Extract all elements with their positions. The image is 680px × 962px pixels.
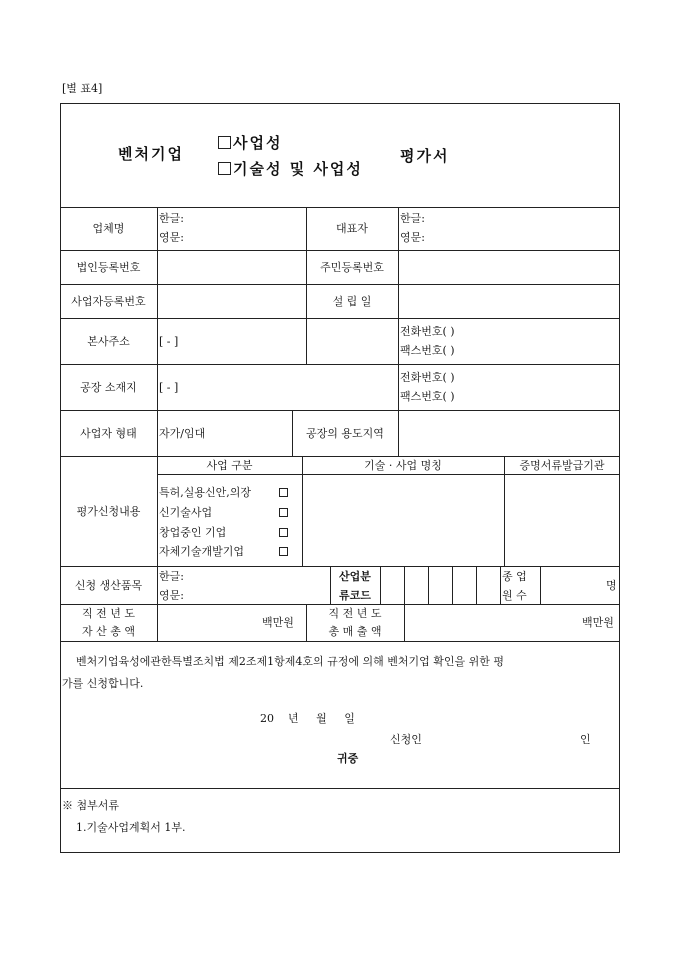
ceo-label: 대표자 (336, 222, 368, 235)
ceo-kor[interactable]: 한글: (400, 212, 425, 225)
product-label: 신청 생산품목 (74, 579, 143, 592)
application-date[interactable]: 20 년 월 일 (260, 712, 355, 725)
company-name-label: 업체명 (92, 222, 125, 235)
apply-item-patent-checkbox[interactable] (279, 488, 288, 497)
sales-label-1: 직 전 년 도 (328, 607, 382, 620)
apply-item-startup: 창업중인 기업 (159, 526, 227, 539)
attachments-heading: ※ 첨부서류 (62, 799, 120, 812)
option-business-label: 사업성 (233, 134, 283, 152)
assets-label-1: 직 전 년 도 (82, 607, 135, 620)
establish-date-label: 설 립 일 (332, 295, 372, 308)
resident-reg-label: 주민등록번호 (320, 261, 384, 274)
title-option-business[interactable] (218, 136, 282, 151)
seal-mark: 인 (580, 733, 591, 746)
tech-business-checkbox[interactable] (218, 162, 231, 175)
industry-code-label-1: 산업분 (339, 570, 371, 583)
apply-item-newtech-checkbox[interactable] (279, 508, 288, 517)
col-division: 사업 구분 (206, 459, 253, 472)
factory-zip[interactable]: [ - ] (159, 381, 179, 394)
assets-label-2: 자 산 총 액 (82, 625, 135, 638)
statement-line1: 벤처기업육성에관한특별조치법 제2조제1항제4호의 규정에 의해 벤처기업 확인을 위한 평 (76, 655, 505, 668)
biz-reg-label: 사업자등록번호 (71, 295, 146, 308)
head-office-label: 본사주소 (87, 335, 130, 348)
title-option-tech-business[interactable] (218, 162, 363, 177)
col-issuer: 증명서류발급기관 (519, 459, 605, 472)
product-kor[interactable]: 한글: (159, 570, 184, 583)
employees-label-1: 종 업 (502, 570, 527, 583)
biz-form-label: 사업자 형태 (80, 427, 137, 440)
addressee: 귀중 (337, 752, 359, 765)
business-checkbox[interactable] (218, 136, 231, 149)
apply-item-startup-checkbox[interactable] (279, 528, 288, 537)
title-left: 벤처기업 (118, 145, 184, 163)
assets-unit: 백만원 (262, 616, 294, 629)
company-name-eng[interactable]: 영문: (159, 231, 184, 244)
industry-code-label-2: 류코드 (339, 589, 371, 602)
apply-label: 평가신청내용 (76, 505, 141, 518)
factory-fax[interactable]: 팩스번호( ) (400, 390, 455, 403)
form-frame (60, 103, 620, 853)
factory-label: 공장 소재지 (80, 381, 137, 394)
apply-item-newtech: 신기술사업 (159, 506, 213, 519)
employees-unit: 명 (606, 579, 617, 592)
head-office-fax[interactable]: 팩스번호( ) (400, 344, 455, 357)
factory-phone[interactable]: 전화번호( ) (400, 371, 455, 384)
biz-form-value[interactable]: 자가/임대 (159, 427, 206, 440)
applicant-label: 신청인 (390, 733, 422, 746)
employees-label-2: 원 수 (502, 589, 527, 602)
apply-item-selftech: 자체기술개발기업 (159, 545, 245, 558)
sales-unit: 백만원 (582, 616, 614, 629)
option-tech-business-label: 기술성 및 사업성 (233, 160, 363, 178)
statement-line2: 가를 신청합니다. (62, 677, 144, 690)
title-right: 평가서 (400, 147, 450, 165)
factory-zone-label: 공장의 용도지역 (306, 427, 384, 440)
apply-item-selftech-checkbox[interactable] (279, 547, 288, 556)
apply-item-patent: 특허,실용신안,의장 (159, 486, 252, 499)
head-office-phone[interactable]: 전화번호( ) (400, 325, 455, 338)
corp-reg-label: 법인등록번호 (76, 261, 141, 274)
sales-label-2: 총 매 출 액 (328, 625, 382, 638)
ceo-eng[interactable]: 영문: (400, 231, 425, 244)
head-office-zip[interactable]: [ - ] (159, 335, 179, 348)
product-eng[interactable]: 영문: (159, 589, 184, 602)
col-tech-name: 기술 · 사업 명칭 (364, 459, 442, 472)
form-reference: [별 표4] (62, 82, 103, 95)
attachment-item-1: 1.기술사업계획서 1부. (76, 821, 186, 834)
company-name-kor[interactable]: 한글: (159, 212, 184, 225)
